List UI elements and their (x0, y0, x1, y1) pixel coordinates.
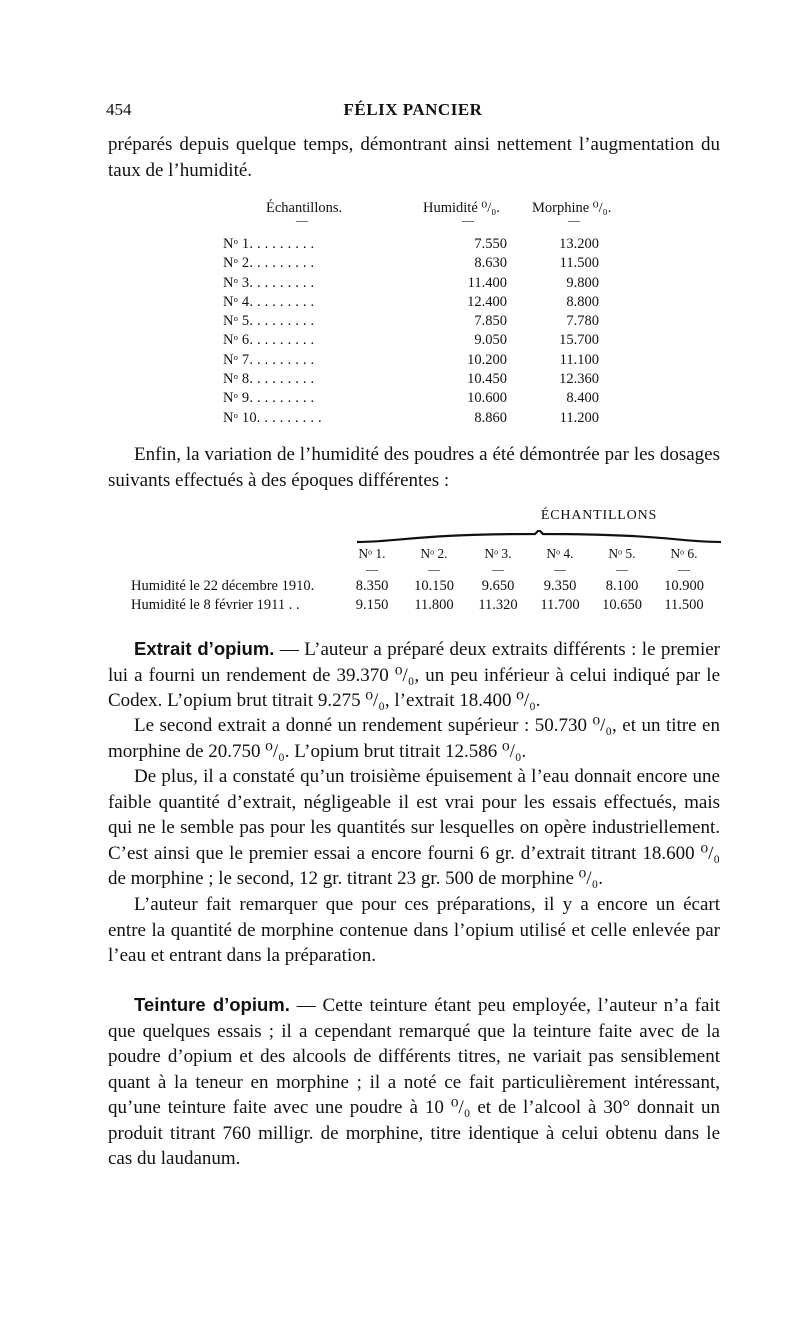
humidity-cell: 9.150 (355, 597, 389, 613)
running-head (106, 100, 720, 124)
humidity-value: 7.850 (474, 313, 507, 330)
teinture-text: — Cette teinture étant peu employée, l’auteur n’a fait que quelques essais ; il a cependant remarqué que la teinture faite avec de la poudre d’opium et des alcools de différents titres, ne variait pas sensiblement quant à la teneur en morphine ; il a noté ce fait particulièrement intéressant, qu’une teinture faite avec une poudre à 10 ⁰/₀ et de l’alcool à 30° donnait un produit titrant 760 milligr. de morphine, titre identique à celui obtenu dans le cas du laudanum. (108, 995, 720, 1169)
header-dash: — (462, 213, 474, 227)
row-label: Humidité le 22 décembre 1910. (131, 578, 315, 594)
humidity-dates-columns (131, 546, 721, 580)
column-dash: — (428, 562, 440, 576)
sample-label: Nᵒ 4. . . . . . . . . (223, 293, 315, 310)
morphine-value: 12.360 (559, 371, 599, 388)
teinture-heading: Teinture d’opium. (134, 994, 290, 1015)
humidity-cell: 11.500 (664, 597, 704, 613)
column-dash: — (616, 562, 628, 576)
sample-row (200, 410, 630, 429)
humidity-value: 10.450 (467, 371, 507, 388)
column-dash: — (678, 562, 690, 576)
sample-row (200, 294, 630, 313)
col-header-morphine: Morphine ⁰/₀. (532, 200, 612, 216)
humidity-cell: 11.800 (414, 597, 454, 613)
sample-row (200, 332, 630, 351)
samples-table-body (200, 236, 630, 429)
humidity-cell: 9.650 (481, 578, 515, 594)
group-title: ÉCHANTILLONS (540, 508, 658, 523)
morphine-value: 11.200 (559, 409, 599, 426)
column-dash: — (554, 562, 566, 576)
humidity-value: 10.200 (467, 351, 507, 368)
sample-column-header: Nᵒ 2. (420, 546, 448, 561)
humidity-cell: 8.100 (605, 578, 639, 594)
sample-label: Nᵒ 9. . . . . . . . . (223, 390, 315, 407)
morphine-value: 15.700 (559, 332, 599, 349)
sample-label: Nᵒ 6. . . . . . . . . (223, 332, 315, 349)
humidity-value: 8.860 (474, 409, 507, 426)
extrait-heading: Extrait d’opium. (134, 638, 275, 659)
humidity-row (131, 578, 731, 598)
running-title: FÉLIX PANCIER (343, 100, 483, 119)
sample-label: Nᵒ 1. . . . . . . . . (223, 236, 315, 252)
humidity-value: 10.600 (467, 390, 507, 407)
col-header-samples: Échantillons. (266, 200, 343, 216)
sample-row (200, 371, 630, 390)
sample-row (200, 313, 630, 332)
sample-row (200, 275, 630, 294)
humidity-cell: 10.900 (664, 578, 704, 594)
row-label: Humidité le 8 février 1911 . . (131, 597, 300, 613)
humidity-value: 12.400 (467, 293, 507, 310)
morphine-value: 9.800 (566, 274, 599, 291)
samples-table (200, 200, 630, 429)
humidity-cell: 10.650 (602, 597, 642, 613)
sample-label: Nᵒ 3. . . . . . . . . (223, 274, 315, 291)
humidity-cell: 9.350 (543, 578, 577, 594)
sample-column-header: Nᵒ 6. (670, 546, 698, 561)
col-header-humidity: Humidité ⁰/₀. (423, 200, 500, 216)
morphine-value: 11.500 (559, 255, 599, 272)
extrait-text-1: — L’auteur a préparé deux extraits différents : le premier lui a fourni un rendement de 39.370 ⁰/₀, un peu inférieur à celui indiqué par le Codex. L’opium brut titrait 9.275 ⁰/₀, l’extrait 18.400 ⁰/₀. (108, 639, 720, 711)
intro-paragraph: préparés depuis quelque temps, démontrant ainsi nettement l’augmentation du taux de l’humidité. (108, 134, 720, 181)
morphine-value: 13.200 (559, 236, 599, 252)
samples-table-header (200, 200, 630, 236)
sample-label: Nᵒ 8. . . . . . . . . (223, 371, 315, 388)
extrait-paragraph-2: Le second extrait a donné un rendement supérieur : 50.730 ⁰/₀, et un titre en morphine de 20.750 ⁰/₀. L’opium brut titrait 12.586 ⁰/₀. (108, 715, 720, 762)
morphine-value: 11.100 (559, 351, 599, 368)
enfin-paragraph: Enfin, la variation de l’humidité des poudres a été démontrée par les dosages suivants effectués à des époques différentes : (108, 444, 720, 491)
humidity-value: 9.050 (474, 332, 507, 349)
humidity-value: 11.400 (467, 274, 507, 291)
header-dash: — (568, 213, 580, 227)
page-number: 454 (106, 100, 132, 119)
extrait-paragraph-4: L’auteur fait remarquer que pour ces préparations, il y a encore un écart entre la quantité de morphine contenue dans l’opium utilisé et celle enlevée par l’eau et entrant dans la préparation. (108, 894, 720, 966)
humidity-value: 7.550 (474, 236, 507, 252)
humidity-row (131, 597, 731, 617)
extrait-paragraph-1 (108, 636, 720, 714)
sample-label: Nᵒ 10. . . . . . . . . (223, 409, 322, 426)
sample-label: Nᵒ 2. . . . . . . . . (223, 255, 315, 272)
sample-column-header: Nᵒ 3. (484, 546, 512, 561)
extrait-paragraph-3: De plus, il a constaté qu’un troisième épuisement à l’eau donnait encore une faible quantité d’extrait, négligeable il est vrai pour les essais effectués, mais qui ne le semble pas pour les quantités sur lesquelles on opère industriellement. C’est ainsi que le premier essai a encore fourni 6 gr. d’extrait titrant 18.600 ⁰/₀ de morphine ; le second, 12 gr. titrant 23 gr. 500 de morphine ⁰/₀. (108, 766, 720, 889)
morphine-value: 8.400 (566, 390, 599, 407)
humidity-cell: 11.320 (478, 597, 518, 613)
column-dash: — (492, 562, 504, 576)
humidity-value: 8.630 (474, 255, 507, 272)
sample-row (200, 236, 630, 255)
group-brace (357, 530, 721, 544)
humidity-cell: 11.700 (540, 597, 580, 613)
sample-column-header: Nᵒ 4. (546, 546, 574, 561)
sample-row (200, 390, 630, 409)
humidity-cell: 8.350 (355, 578, 389, 594)
sample-label: Nᵒ 5. . . . . . . . . (223, 313, 315, 330)
sample-column-header: Nᵒ 5. (608, 546, 636, 561)
teinture-paragraph (108, 992, 720, 1172)
sample-row (200, 352, 630, 371)
sample-label: Nᵒ 7. . . . . . . . . (223, 351, 315, 368)
morphine-value: 8.800 (566, 293, 599, 310)
sample-column-header: Nᵒ 1. (358, 546, 386, 561)
humidity-cell: 10.150 (414, 578, 454, 594)
morphine-value: 7.780 (566, 313, 599, 330)
sample-row (200, 255, 630, 274)
header-dash: — (296, 213, 308, 227)
column-dash: — (366, 562, 378, 576)
